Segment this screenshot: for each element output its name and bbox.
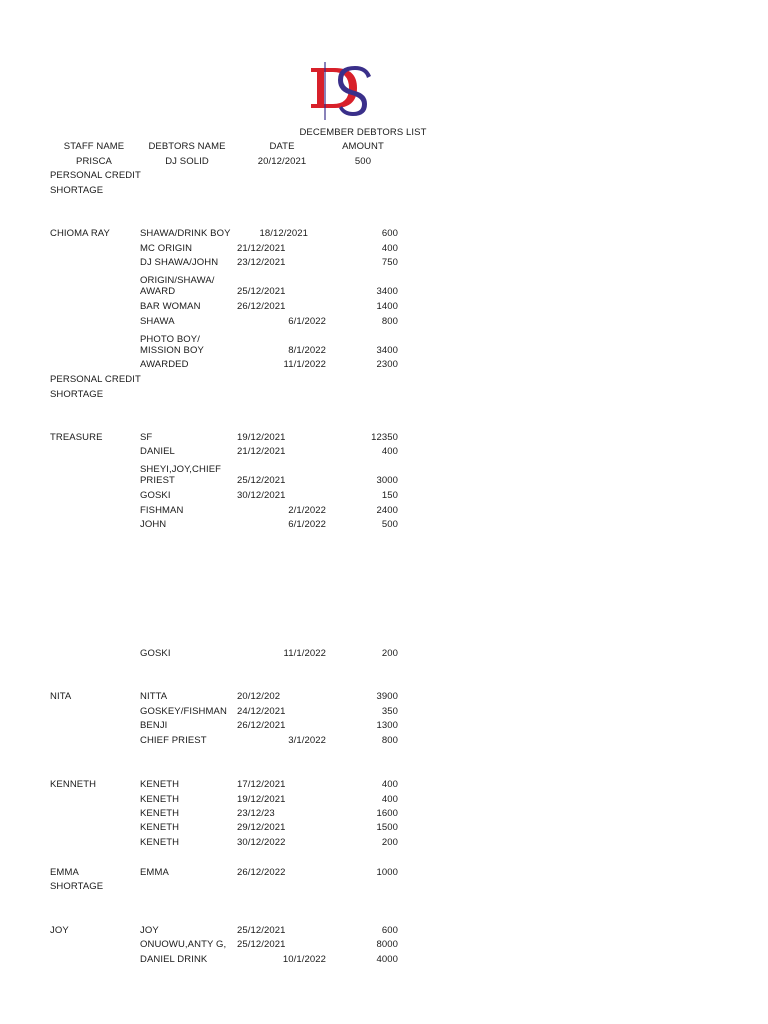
date-cell: 23/12/2021 [237,257,286,268]
amount-cell: 500 [354,156,372,167]
staff-name-cell: NITA [50,691,72,702]
logo-d-shape [311,68,357,108]
debtor-name-cell: EMMA [140,867,169,878]
date-cell: 19/12/2021 [237,794,286,805]
debtor-name-cell: KENETH [140,808,180,819]
header-amount: AMOUNT [342,141,384,152]
header-date: DATE [269,141,295,152]
date-cell: 3/1/2022 [288,735,326,746]
debtor-name-cell: KENETH [140,822,180,833]
debtor-name-cell: NITTA [140,691,168,702]
debtor-name-cell: CHIEF PRIEST [140,735,207,746]
amount-cell: 12350 [371,432,398,443]
logo-s-shape [338,66,371,116]
amount-cell: 800 [381,316,398,327]
date-cell: 11/1/2022 [283,648,326,659]
date-cell: 26/12/2021 [237,301,286,312]
date-cell: 25/12/2021 [237,286,286,297]
date-cell: 30/12/2021 [237,490,286,501]
amount-cell: 500 [381,519,398,530]
amount-cell: 2300 [376,359,398,370]
staff-name-cell: SHORTAGE [50,389,104,400]
date-cell: 11/1/2022 [283,359,326,370]
amount-cell: 3000 [376,475,398,486]
staff-name-cell: PERSONAL CREDIT [50,170,141,181]
date-cell: 19/12/2021 [237,432,286,443]
debtor-name-cell: FISHMAN [140,505,184,516]
date-cell: 20/12/202 [237,691,281,702]
date-cell: 2/1/2022 [288,505,326,516]
company-logo [305,58,377,124]
debtor-name-cell: DJ SHAWA/JOHN [140,257,219,268]
debtor-name-cell: GOSKEY/FISHMAN [140,706,227,717]
debtor-name-cell: KENETH [140,794,180,805]
debtor-name-cell: DANIEL DRINK [140,954,208,965]
staff-name-cell: TREASURE [50,432,103,443]
date-cell: 17/12/2021 [237,779,286,790]
staff-name-cell: PERSONAL CREDIT [50,374,141,385]
debtor-name-cell: SHAWA [140,316,175,327]
date-cell: 25/12/2021 [237,925,286,936]
amount-cell: 600 [381,228,398,239]
date-cell: 10/1/2022 [282,954,326,965]
date-cell: 21/12/2021 [237,446,286,457]
debtor-name-cell: SHEYI,JOY,CHIEF [140,464,222,475]
amount-cell: 1000 [376,867,398,878]
date-cell: 30/12/2022 [237,837,286,848]
amount-cell: 4000 [376,954,398,965]
date-cell: 24/12/2021 [237,706,286,717]
amount-cell: 3400 [376,286,398,297]
header-staff-name: STAFF NAME [63,141,125,152]
debtor-name-cell: ORIGIN/SHAWA/ [140,275,215,286]
debtor-name-cell: GOSKI [140,648,171,659]
date-cell: 25/12/2021 [237,475,286,486]
debtor-name-cell: KENETH [140,779,180,790]
amount-cell: 1500 [376,822,398,833]
amount-cell: 350 [381,706,398,717]
amount-cell: 1300 [376,720,398,731]
debtor-name-cell: JOHN [140,519,167,530]
debtor-name-cell: JOY [140,925,159,936]
amount-cell: 400 [381,446,398,457]
date-cell: 21/12/2021 [237,243,286,254]
amount-cell: 400 [381,794,398,805]
page-title: DECEMBER DEBTORS LIST [299,127,427,138]
amount-cell: 400 [381,779,398,790]
date-cell: 29/12/2021 [237,822,286,833]
debtor-name-cell: AWARD [140,286,176,297]
debtor-name-cell: SF [140,432,153,443]
amount-cell: 1400 [376,301,398,312]
staff-name-cell: CHIOMA RAY [50,228,110,239]
amount-cell: 8000 [376,939,398,950]
debtor-name-cell: DJ SOLID [165,156,209,167]
date-cell: 6/1/2022 [288,316,326,327]
amount-cell: 200 [381,837,398,848]
date-cell: 18/12/2021 [259,228,308,239]
staff-name-cell: PRISCA [76,156,112,167]
debtor-name-cell: KENETH [140,837,180,848]
debtor-name-cell: MC ORIGIN [140,243,193,254]
header-debtors-name: DEBTORS NAME [148,141,226,152]
date-cell: 8/1/2022 [288,345,326,356]
amount-cell: 400 [381,243,398,254]
amount-cell: 3900 [376,691,398,702]
date-cell: 26/12/2022 [237,867,286,878]
amount-cell: 600 [381,925,398,936]
date-cell: 26/12/2021 [237,720,286,731]
amount-cell: 1600 [376,808,398,819]
staff-name-cell: EMMA [50,867,79,878]
amount-cell: 200 [381,648,398,659]
debtor-name-cell: SHAWA/DRINK BOY [140,228,231,239]
amount-cell: 750 [381,257,398,268]
debtor-name-cell: MISSION BOY [140,345,204,356]
debtor-name-cell: ONUOWU,ANTY G, [140,939,227,950]
date-cell: 23/12/23 [237,808,275,819]
amount-cell: 800 [381,735,398,746]
date-cell: 25/12/2021 [237,939,286,950]
debtor-name-cell: PRIEST [140,475,175,486]
amount-cell: 2400 [376,505,398,516]
debtor-name-cell: AWARDED [140,359,189,370]
staff-name-cell: KENNETH [50,779,97,790]
debtor-name-cell: DANIEL [140,446,175,457]
staff-name-cell: JOY [50,925,69,936]
debtor-name-cell: GOSKI [140,490,171,501]
date-cell: 20/12/2021 [257,156,307,167]
amount-cell: 150 [381,490,398,501]
debtor-name-cell: BENJI [140,720,168,731]
staff-name-cell: SHORTAGE [50,185,104,196]
debtor-name-cell: BAR WOMAN [140,301,201,312]
staff-name-cell: SHORTAGE [50,881,104,892]
amount-cell: 3400 [376,345,398,356]
date-cell: 6/1/2022 [288,519,326,530]
debtor-name-cell: PHOTO BOY/ [140,334,200,345]
